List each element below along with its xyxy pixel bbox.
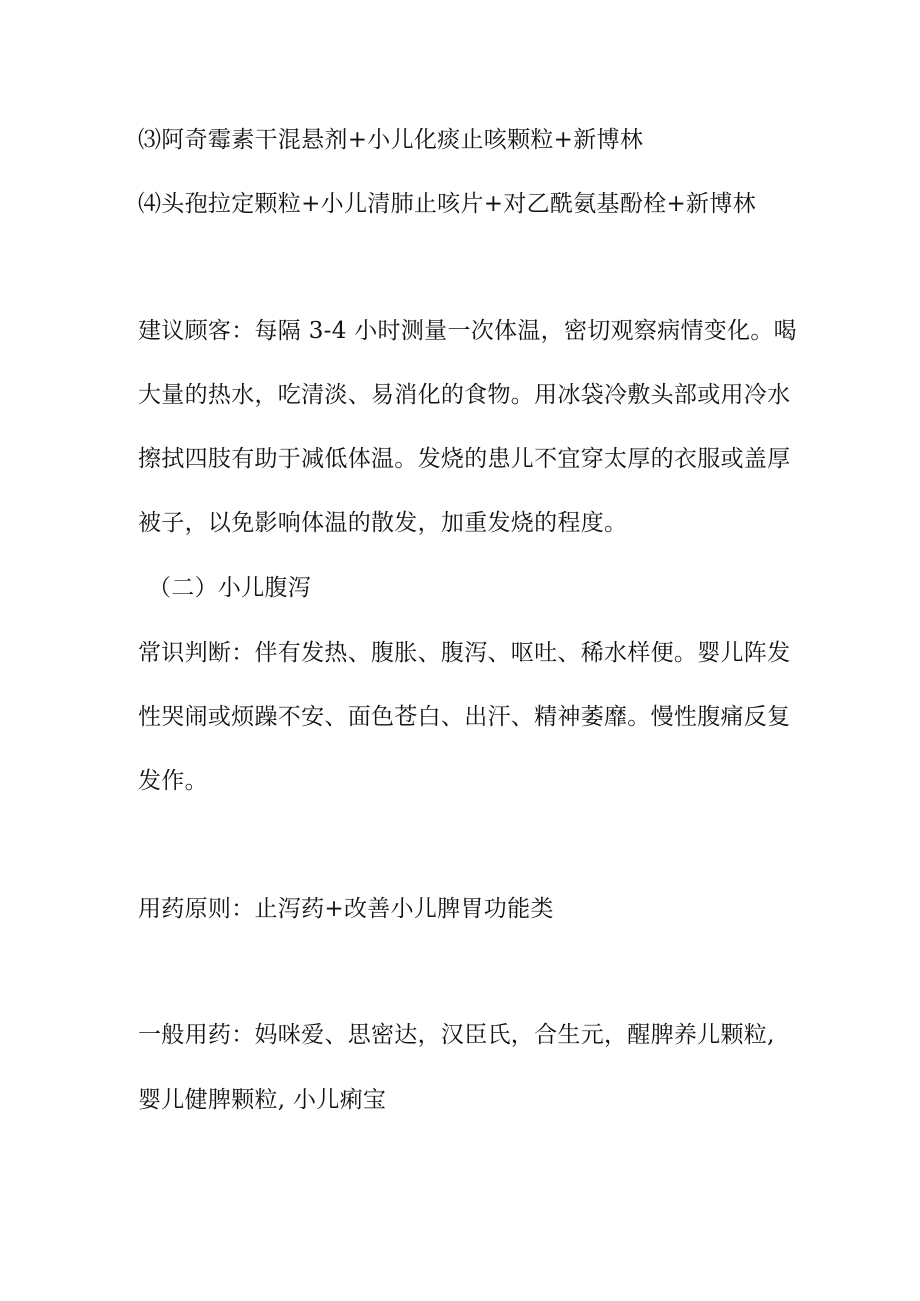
diagnosis-line-3: 发作。 — [138, 768, 208, 794]
option-4-line: ⑷头孢拉定颗粒+小儿清肺止咳片+对乙酰氨基酚栓+新博林 — [138, 191, 756, 217]
option-3-line: ⑶阿奇霉素干混悬剂+小儿化痰止咳颗粒+新博林 — [138, 127, 644, 153]
principle-line: 用药原则：止泻药+改善小儿脾胃功能类 — [138, 896, 554, 922]
advice-line-2: 大量的热水，吃清淡、易消化的食物。用冰袋冷敷头部或用冷水 — [138, 382, 791, 408]
medication-line-2: 婴儿健脾颗粒, 小儿痢宝 — [138, 1087, 387, 1113]
section-title: （二）小儿腹泻 — [148, 575, 312, 601]
advice-line-4: 被子，以免影响体温的散发，加重发烧的程度。 — [138, 510, 628, 536]
diagnosis-line-1: 常识判断：伴有发热、腹胀、腹泻、呕吐、稀水样便。婴儿阵发 — [138, 640, 791, 666]
medication-line-1: 一般用药：妈咪爱、思密达，汉臣氏，合生元，醒脾养儿颗粒, — [138, 1022, 775, 1048]
advice-line-1: 建议顾客：每隔 3-4 小时测量一次体温，密切观察病情变化。喝 — [138, 318, 797, 344]
diagnosis-line-2: 性哭闹或烦躁不安、面色苍白、出汗、精神萎靡。慢性腹痛反复 — [138, 704, 791, 730]
advice-line-3: 擦拭四肢有助于减低体温。发烧的患儿不宜穿太厚的衣服或盖厚 — [138, 446, 791, 472]
